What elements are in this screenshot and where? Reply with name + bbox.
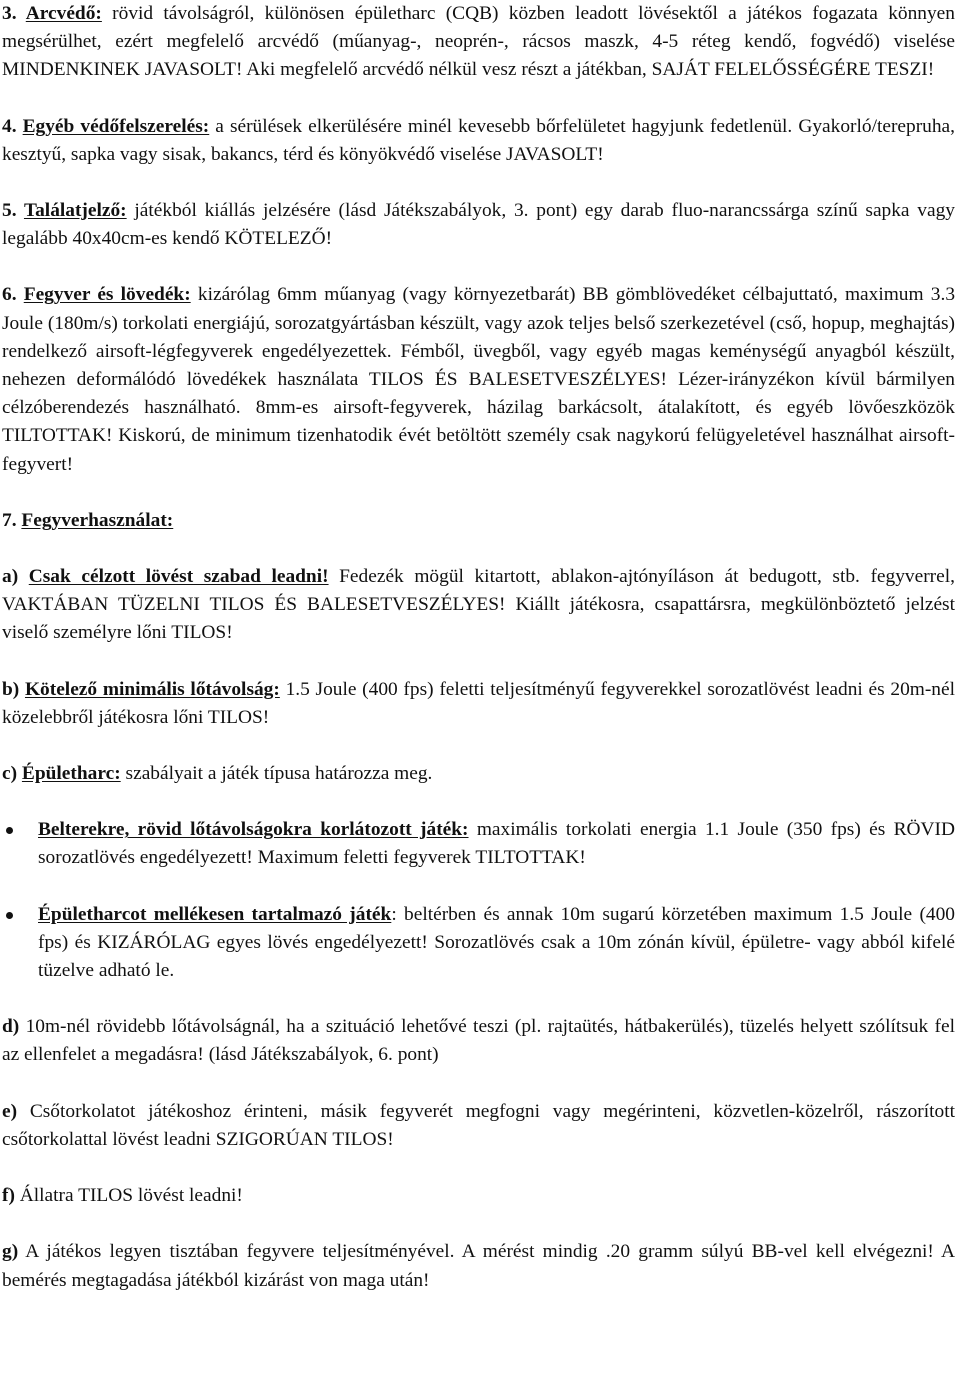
item-label: b) (2, 678, 25, 700)
section-7-fegyverhasznalat (2, 507, 955, 535)
heading-underlined: Belterekre, rövid lőtávolságokra korlátozott játék: (38, 819, 469, 841)
document-page (2, 0, 955, 1295)
text-run: : beltérben és annak 10m sugarú körzetében maximum 1.5 Joule (400 fps) és KIZÁRÓLAG egyes lövés engedélyezett! Sorozatlövés csak a 10m zónán kívül, épületre- vagy abból kifelé tüzelve adható le. (38, 903, 955, 982)
bullet-dot-icon (6, 912, 13, 919)
text-run: a sérülések elkerülésére minél kevesebb bőrfelületet hagyjunk fedetlenül. Gyakorló/terepruha, kesztyű, sapka vagy sisak, bakancs, térd és könyökvédő viselése JAVASOLT! (2, 115, 956, 165)
heading-underlined: Fegyverhasználat: (21, 509, 174, 531)
text-run: Állatra TILOS lövést leadni! (14, 1185, 243, 1207)
bullet-dot-icon (6, 827, 13, 834)
text-run: játékból kiállás jelzésére (lásd Játékszabályok, 3. pont) egy darab fluo-narancssárga színű sapka vagy legalább 40x40cm-es kendő KÖTELEZŐ! (2, 200, 955, 250)
text-run: rövid távolságról, különösen épületharc (CQB) közben leadott lövésektől a játékos fogazata könnyen megsérülhet, ezért megfelelő arcvédő (műanyag-, neoprén-, rácsos maszk, 4-5 réteg kendő, fogvédő) viselése MINDENKINEK JAVASOLT! Aki megfelelő arcvédő nélkül vesz részt a játékban, SAJÁT FELELŐSSÉGÉRE TESZI! (2, 3, 955, 81)
item-label: 3. (2, 3, 26, 24)
item-label: f) (2, 1185, 15, 1207)
text-run: A játékos legyen tisztában fegyvere teljesítményével. A mérést mindig .20 gramm súlyú BB-vel kell elvégezni! A bemérés megtagadása játékból kizárást von maga után! (2, 1241, 955, 1291)
heading-underlined: Épületharc: (21, 763, 121, 785)
heading-underlined: Találatjelző: (23, 200, 127, 222)
rule-g-teljesitmeny (2, 1238, 955, 1294)
item-label: 7. (2, 509, 22, 531)
rule-e-csotorkolat (2, 1098, 955, 1154)
rule-c-epuletharc (2, 760, 955, 788)
bullet-epuletharcot-mellekesen (2, 901, 955, 986)
rule-b-minimalis-lotavolsag (2, 676, 955, 732)
heading-underlined: Egyéb védőfelszerelés: (22, 115, 210, 137)
text-run: 1.5 Joule (400 fps) feletti teljesítményű fegyverekkel sorozatlövést leadni és 20m-nél közelebbről játékosra lőni TILOS! (2, 678, 955, 728)
epuletharc-list (2, 816, 955, 985)
text-run: szabályait a játék típusa határozza meg. (120, 763, 433, 785)
item-label: 5. (2, 200, 24, 222)
item-label: 6. (2, 284, 24, 306)
text-run: maximális torkolati energia 1.1 Joule (350 fps) és RÖVID sorozatlövés engedélyezett! Maximum feletti fegyverek TILTOTTAK! (38, 819, 955, 869)
section-5-talalatjelzo (2, 197, 955, 253)
rule-f-allatra (2, 1182, 955, 1210)
section-6-fegyver-es-lovedek (2, 281, 955, 478)
text-run: kizárólag 6mm műanyag (vagy környezetbarát) BB gömblövedéket célbajuttató, maximum 3.3 Joule (180m/s) torkolati energiájú, sorozatgyártásban készült, vagy azok teljes belső szerkezetével (cső, hopup, meghajtás) rendelkező airsoft-légfegyverek engedélyezettek. Fémből, üvegből, vagy egyéb magas keménységű anyagból készült, nehezen deformálódó lövedékek használata TILOS ÉS BALESETVESZÉLYES! Lézer-irányzékon kívül bármilyen célzóberendezés használható. 8mm-es airsoft-fegyverek, házilag barkácsolt, átalakított, és egyéb lövőeszközök TILTOTTAK! Kiskorú, de minimum tizenhatodik évét betöltött személy csak nagykorú felügyeletével használhat airsoft-fegyvert! (2, 284, 956, 475)
item-label: g) (2, 1241, 19, 1263)
item-label: d) (2, 1016, 20, 1038)
heading-underlined: Fegyver és lövedék: (23, 284, 191, 306)
heading-underlined: Kötelező minimális lőtávolság: (24, 678, 280, 700)
item-label: 4. (2, 115, 23, 137)
heading-underlined: Épületharcot mellékesen tartalmazó játék (38, 903, 392, 925)
text-run: 10m-nél rövidebb lőtávolságnál, ha a szituáció lehetővé teszi (pl. rajtaütés, hátbakerülés), tüzelés helyett szólítsuk fel az ellenfelet a megadásra! (lásd Játékszabályok, 6. pont) (2, 1016, 955, 1066)
rule-d-rovid-lotavolsag (2, 1013, 955, 1069)
rule-a-celzott-loves (2, 563, 955, 648)
heading-underlined: Arcvédő: (25, 3, 102, 24)
text-run: Fedezék mögül kitartott, ablakon-ajtónyíláson át bedugott, stb. fegyverrel, VAKTÁBAN TÜZELNI TILOS ÉS BALESETVESZÉLYES! Kiállt játékosra, csapattársra, megkülönböztető jelzést viselő személyre lőni TILOS! (2, 566, 955, 644)
item-label: a) (2, 566, 29, 588)
text-run: Csőtorkolatot játékoshoz érinteni, másik fegyverét megfogni vagy megérinteni, közvetlen-közelről, rászorított csőtorkolattal lövést leadni SZIGORÚAN TILOS! (2, 1100, 955, 1150)
item-label: e) (2, 1100, 18, 1122)
bullet-belterekre (2, 816, 955, 872)
section-4-egyeb-vedofelszereles (2, 113, 955, 169)
item-label: c) (2, 763, 22, 785)
section-3-arcvedo (2, 0, 955, 85)
heading-underlined: Csak célzott lövést szabad leadni! (28, 566, 329, 588)
